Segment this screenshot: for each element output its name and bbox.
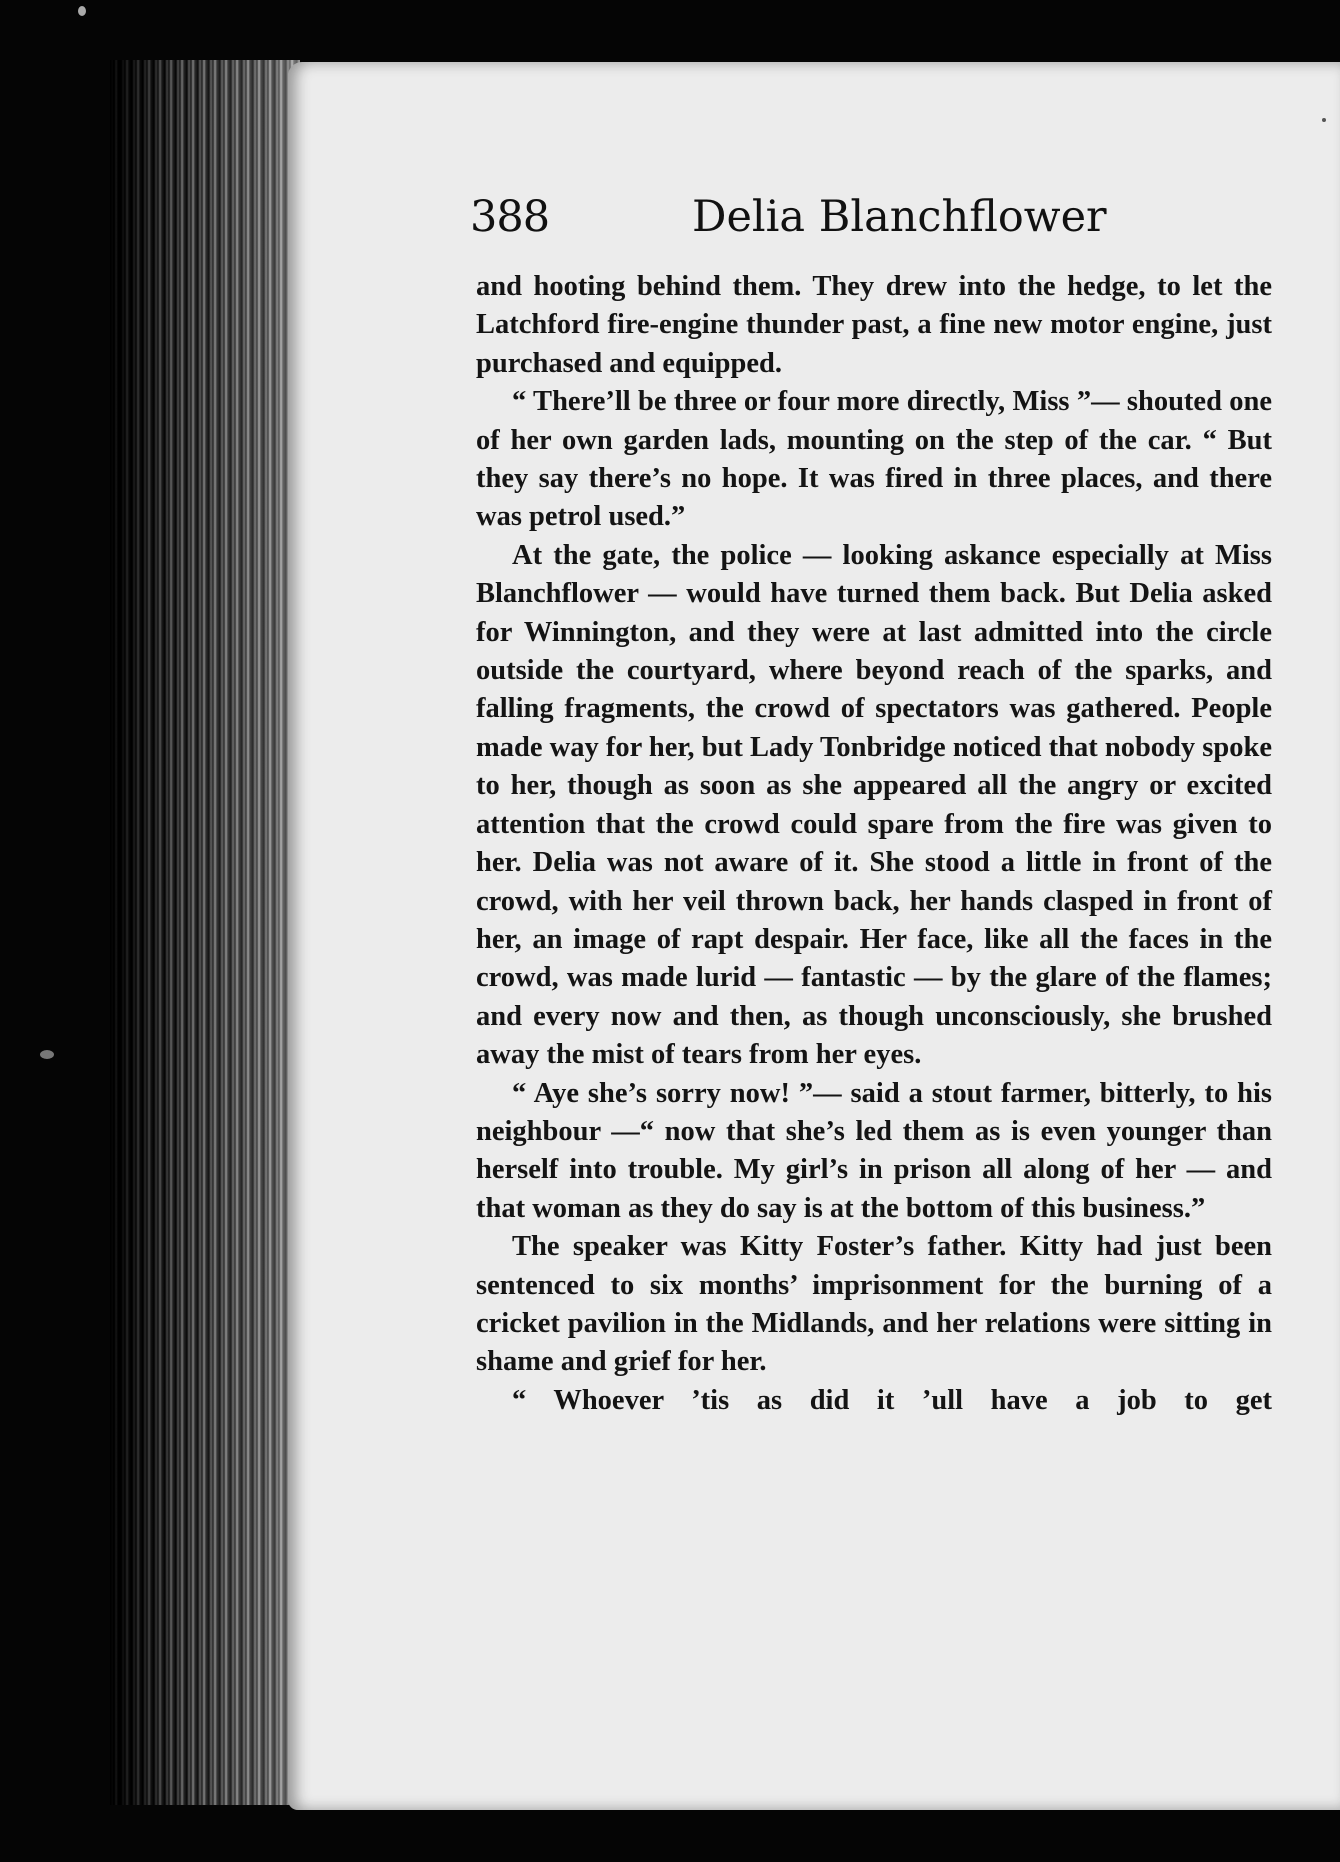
paragraph-4: “ Aye she’s sorry now! ”— said a stout farmer, bitterly, to his neighbour —“ now that she’s led them as is even younger than herself into trouble. My girl’s in prison all along of her — and that woman as they do say is at the bottom of this business.” bbox=[476, 1077, 1272, 1224]
paragraph-6: “ Whoever ’tis as did it ’ull have a job to get bbox=[512, 1384, 1272, 1416]
page-number: 388 bbox=[470, 192, 550, 242]
paragraph-1: and hooting behind them. They drew into the hedge, to let the Latchford fire-engine thunder past, a fine new motor engine, just purchased and equipped. bbox=[476, 271, 1272, 379]
scan-speck bbox=[1322, 118, 1326, 122]
scan-speck bbox=[40, 1050, 54, 1059]
running-title: Delia Blanchflower bbox=[692, 192, 1107, 242]
running-head bbox=[470, 192, 1270, 252]
paragraph-2: “ There’ll be three or four more directly, Miss ”— shouted one of her own garden lads, mounting on the step of the car. “ But they say there’s no hope. It was fired in three places, and there was petrol used.” bbox=[476, 386, 1272, 533]
scan-speck bbox=[78, 6, 86, 16]
body-text bbox=[476, 268, 1272, 1420]
paragraph-5: The speaker was Kitty Foster’s father. Kitty had just been sentenced to six months’ imprisonment for the burning of a cricket pavilion in the Midlands, and her relations were sitting in shame and grief for her. bbox=[476, 1231, 1272, 1378]
paragraph-3: At the gate, the police — looking askance especially at Miss Blanchflower — would have turned them back. But Delia asked for Winnington, and they were at last admitted into the circle outside the courtyard, where beyond reach of the sparks, and falling fragments, the crowd of spectators was gathered. People made way for her, but Lady Tonbridge noticed that nobody spoke to her, though as soon as she appeared all the angry or excited attention that the crowd could spare from the fire was given to her. Delia was not aware of it. She stood a little in front of the crowd, with her veil thrown back, her hands clasped in front of her, an image of rapt despair. Her face, like all the faces in the crowd, was made lurid — fantastic — by the glare of the flames; and every now and then, as though unconsciously, she brushed away the mist of tears from her eyes. bbox=[476, 539, 1272, 1071]
book-page-edge bbox=[110, 60, 300, 1805]
